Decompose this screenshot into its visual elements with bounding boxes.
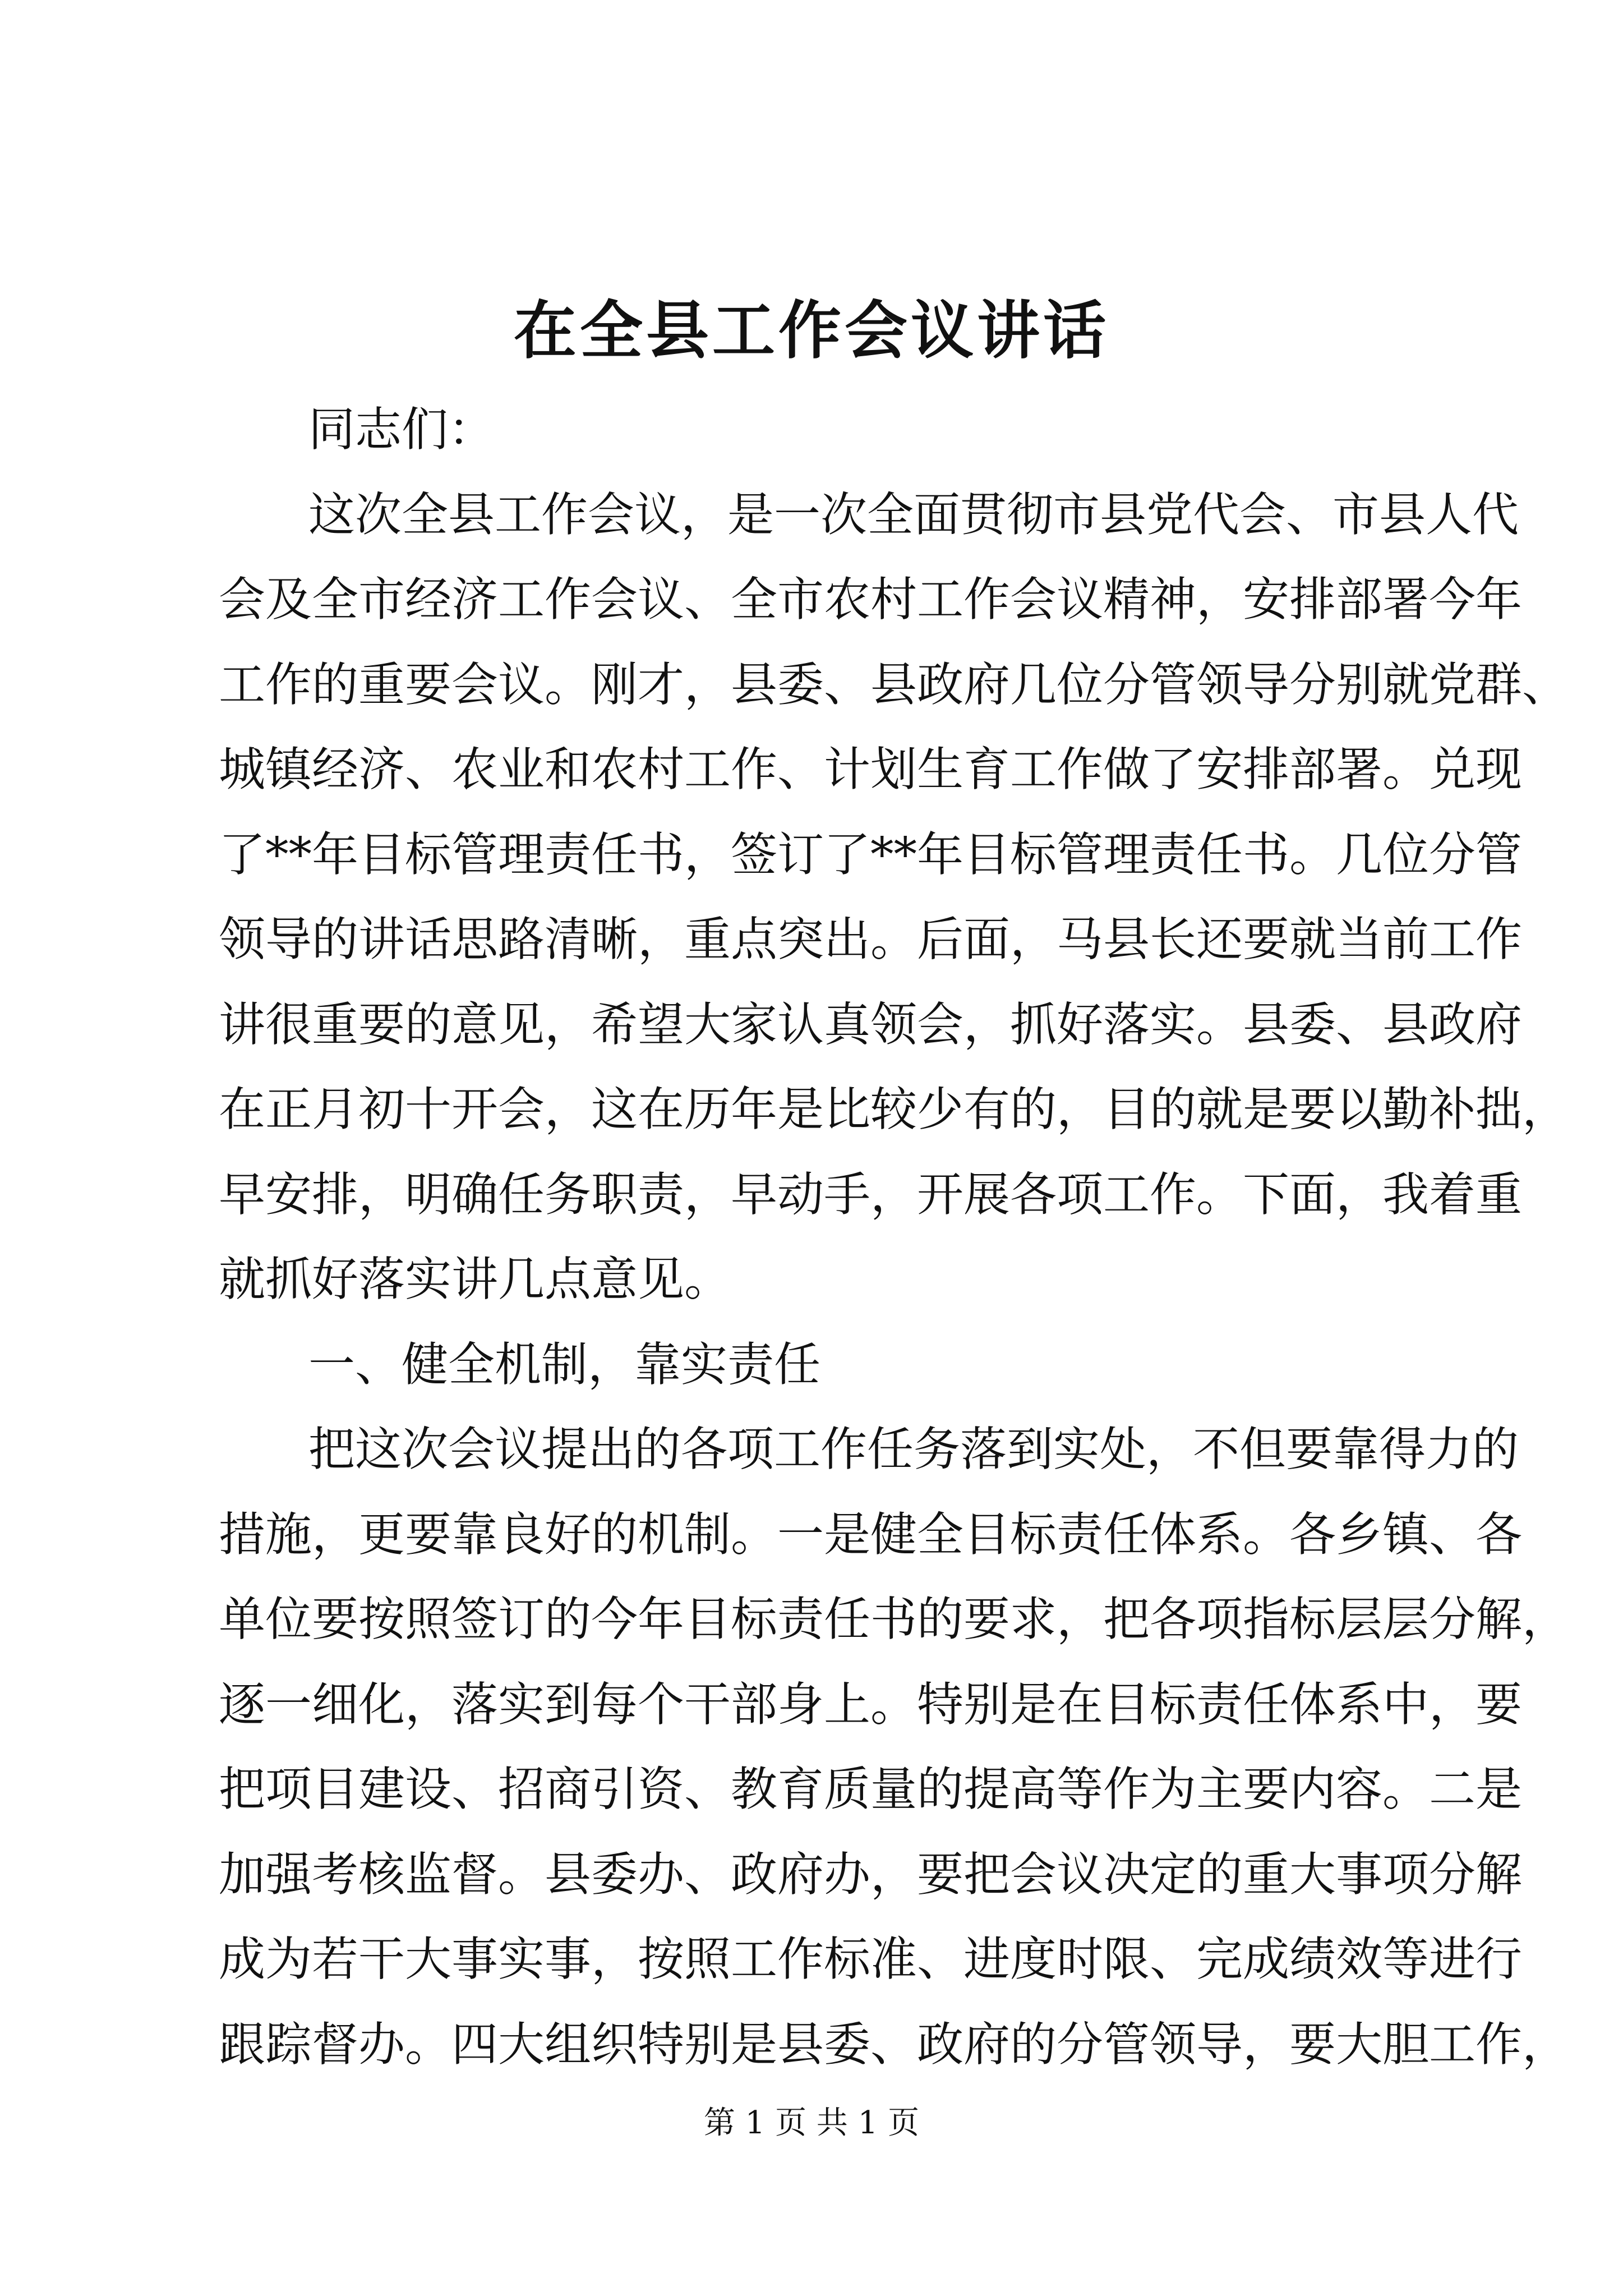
paragraph-line: 工作的重要会议。刚才，县委、县政府几位分管领导分别就党群、 [219,657,1569,712]
paragraph-line: 就抓好落实讲几点意见。 [219,1252,731,1306]
document-title: 在全县工作会议讲话 [514,294,1109,367]
paragraph-line: 逐一细化，落实到每个干部身上。特别是在目标责任体系中，要 [219,1677,1522,1732]
paragraph-line: 在正月初十开会，这在历年是比较少有的，目的就是要以勤补拙， [219,1082,1569,1137]
paragraph-line: 了**年目标管理责任书，签订了**年目标管理责任书。几位分管 [219,827,1522,882]
paragraph-line: 这次全县工作会议，是一次全面贯彻市县党代会、市县人代 [308,487,1519,542]
paragraph-line: 会及全市经济工作会议、全市农村工作会议精神，安排部署今年 [219,572,1522,627]
page-footer: 第 1 页 共 1 页 [703,2105,920,2141]
salutation-line: 同志们： [308,402,495,457]
paragraph-line: 城镇经济、农业和农村工作、计划生育工作做了安排部署。兑现 [219,742,1522,797]
paragraph-line: 成为若干大事实事，按照工作标准、进度时限、完成绩效等进行 [219,1932,1522,1986]
paragraph-line: 讲很重要的意见，希望大家认真领会，抓好落实。县委、县政府 [219,997,1522,1052]
paragraph-line: 措施，更要靠良好的机制。一是健全目标责任体系。各乡镇、各 [219,1507,1522,1562]
paragraph-line: 跟踪督办。四大组织特别是县委、政府的分管领导，要大胆工作， [219,2017,1569,2072]
paragraph-line: 早安排，明确任务职责，早动手，开展各项工作。下面，我着重 [219,1167,1522,1222]
paragraph-line: 领导的讲话思路清晰，重点突出。后面，马县长还要就当前工作 [219,912,1522,967]
document-body [219,387,1569,2087]
section-heading: 一、健全机制，靠实责任 [308,1337,820,1392]
paragraph-line: 把这次会议提出的各项工作任务落到实处，不但要靠得力的 [308,1422,1519,1476]
paragraph-line: 把项目建设、招商引资、教育质量的提高等作为主要内容。二是 [219,1762,1522,1816]
paragraph-line: 单位要按照签订的今年目标责任书的要求，把各项指标层层分解， [219,1592,1569,1646]
paragraph-line: 加强考核监督。县委办、政府办，要把会议决定的重大事项分解 [219,1847,1522,1902]
